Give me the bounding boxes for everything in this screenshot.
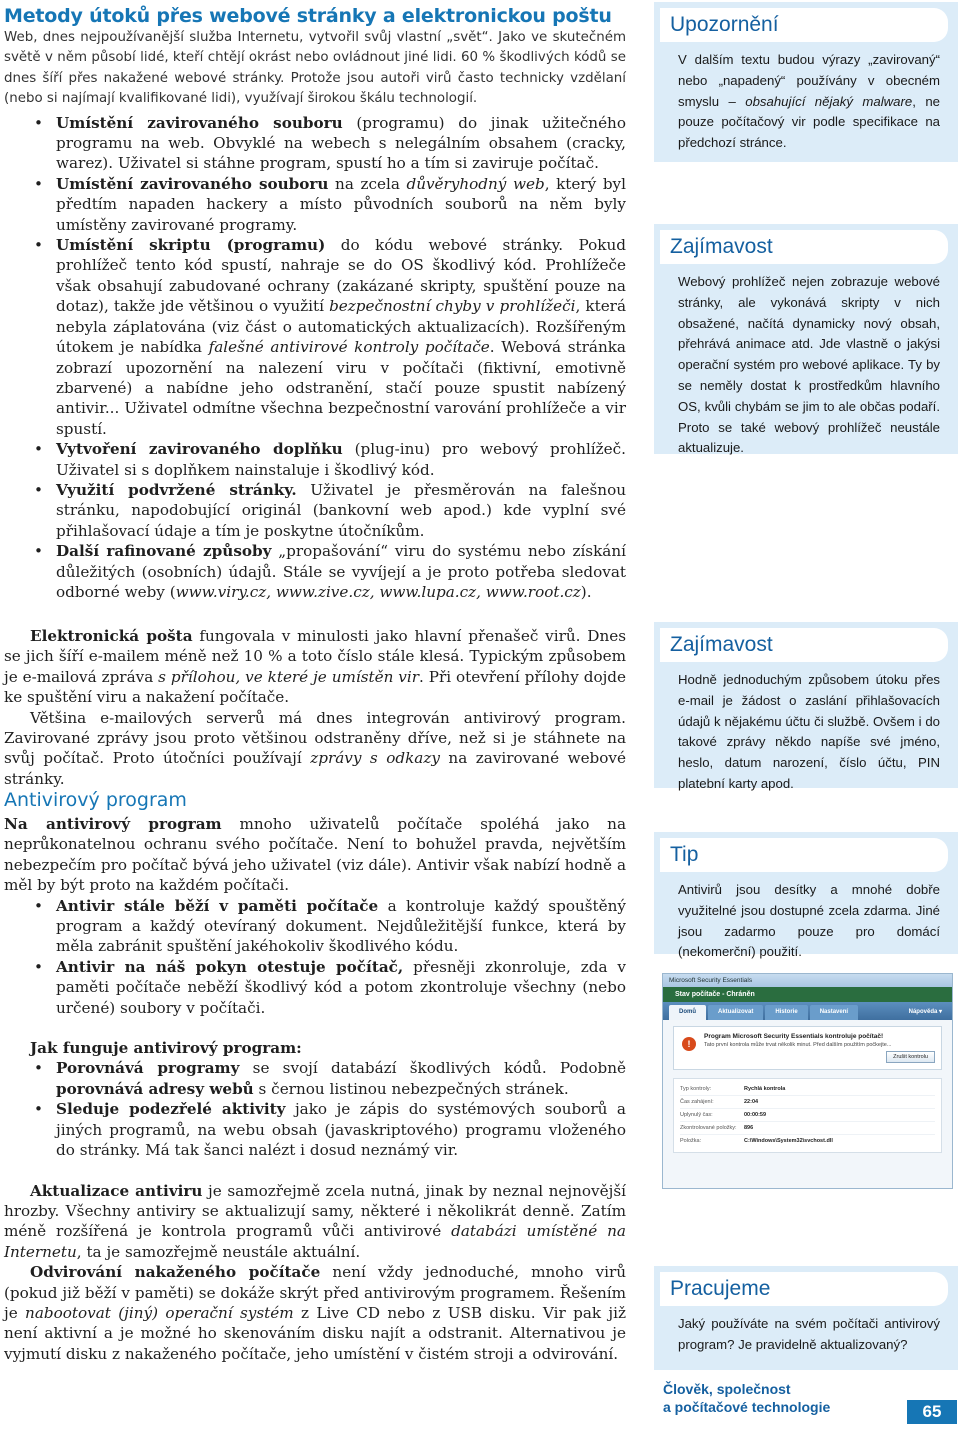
exercise-box xyxy=(654,1266,958,1370)
tab-settings[interactable]: Nastavení xyxy=(810,1005,858,1020)
section-lead: Web, dnes nejpoužívanější služba Internetu, vytvořil svůj vlastní „svět“. Jako ve skutečném světě v něm působí lidé, kteří chtějí okrást nebo ovládnout jiné lidi. 60 % škodlivých kódů se dnes šíří přes nakažené webové stránky. Protože jsou autoři virů často technicky vzdělaní (nebo si najímají kvalifikované lidi), využívají širokou škálu technologií. xyxy=(4,30,626,107)
tab-update[interactable]: Aktualizovat xyxy=(708,1005,763,1020)
list-item: • Vytvoření zavirovaného doplňku (plug-inu) pro webový prohlížeč. Uživatel si s doplňkem nainstaluje i škodlivý kód. xyxy=(4,439,626,480)
antivirus-screenshot xyxy=(662,973,953,1189)
how-antivirus-works-list xyxy=(4,1058,626,1160)
window-titlebar: Microsoft Security Essentials xyxy=(663,974,952,987)
email-paragraph-2: Většina e-mailových serverů má dnes integrován antivirový program. Zavirované zprávy jsou proto většinou odstraněny dříve, než si je stáhnete na svůj počítač. Proto útočníci používají zprávy s odkazy na zavirované webové stránky. xyxy=(4,708,626,788)
tab-history[interactable]: Historie xyxy=(765,1005,807,1020)
tab-home[interactable]: Domů xyxy=(669,1005,706,1020)
how-antivirus-works-heading: Jak funguje antivirový program: xyxy=(30,1039,302,1058)
cancel-scan-button[interactable]: Zrušit kontrolu xyxy=(886,1051,935,1063)
warning-box-text: V dalším textu budou výrazy „zavirovaný“ nebo „napadený“ používány v obecném smyslu – obsahující nějaký malware, ne pouze počítačový vir podle specifikace na předchozí stránce. xyxy=(678,52,940,151)
help-menu[interactable]: Nápověda ▾ xyxy=(908,1009,942,1015)
list-item: • Antivir stále běží v paměti počítače a kontroluje každý spouštěný program a každý otevíraný dokument. Nejdůležitější funkce, která by měla zabránit spuštění jakéhokoliv škodlivého kódu. xyxy=(4,896,626,957)
fact-box-title: Zajímavost xyxy=(660,230,948,264)
warning-box-title: Upozornění xyxy=(660,8,948,42)
table-row: Čas zahájení: 22:04 xyxy=(680,1096,935,1109)
antivirus-feature-list xyxy=(4,896,626,1018)
email-paragraph-1: Elektronická pošta fungovala v minulosti jako hlavní přenašeč virů. Dnes se jich šíří e-mailem méně než 10 % a toto číslo stále klesá. Typickým způsobem je e-mailová zpráva s přílohou, ve které je umístěn vir. Při otevření přílohy dojde ke spuštění viru a nakažení počítače. xyxy=(4,627,627,707)
scan-alert xyxy=(673,1026,942,1070)
scan-alert-title: Program Microsoft Security Essentials kontroluje počítač! xyxy=(704,1033,884,1040)
antivirus-update-paragraph: Aktualizace antiviru je samozřejmě zcela nutná, jinak by neznal nejnovější hrozby. Všechny antiviry se aktualizují samy, některé i několikrát denně. Zatím méně rozšířená je kontrola programů vůči antivirové databázi umístěné na Internetu, ta je samozřejmě neustále aktuální. xyxy=(4,1181,626,1261)
attack-method-list xyxy=(4,113,626,603)
scan-details xyxy=(673,1078,942,1153)
protection-status-bar: Stav počítače - Chráněn xyxy=(663,987,952,1002)
list-item: • Porovnává programy se svojí databází škodlivých kódů. Podobně porovnává adresy webů s černou listinou nebezpečných stránek. xyxy=(4,1058,626,1099)
tab-bar xyxy=(663,1002,952,1020)
list-item: • Umístění zavirovaného souboru (programu) do jinak užitečného programu na web. Obvyklé na webech s nelegálním obsahem (cracky, warez). Uživatel si stáhne program, spustí ho a tím si zaviruje počítač. xyxy=(4,113,626,174)
fact-box-browser xyxy=(654,224,958,454)
section-title: Metody útoků přes webové stránky a elektronickou poštu xyxy=(4,5,612,27)
tip-box-text: Antivirů jsou desítky a mnohé dobře využitelné jsou dostupné zcela zdarma. Jiné jsou zadarmo pouze pro domácí (nekomerční) použití. xyxy=(678,882,940,960)
table-row: Zkontrolované položky: 896 xyxy=(680,1122,935,1135)
fact-box-title: Zajímavost xyxy=(660,628,948,662)
table-row: Položka: C:\Windows\System32\svchost.dll xyxy=(680,1138,833,1144)
list-item: • Další rafinované způsoby „propašování“ viru do systému nebo získání důležitých (osobních) údajů. Stále se vyvíjejí a je proto potřeba sledovat odborné weby (www.viry.cz, www.zive.cz, www.lupa.cz, www.root.cz). xyxy=(4,541,626,602)
antivirus-heading: Antivirový program xyxy=(4,789,187,811)
section-web-attacks xyxy=(4,4,626,602)
scan-alert-text: Tato první kontrola může trvat několik minut. Před dalším použitím počkejte... xyxy=(704,1042,892,1048)
table-row: Typ kontroly: Rychlá kontrola xyxy=(680,1083,935,1096)
section-email xyxy=(4,626,626,789)
fact-box-text: Hodně jednoduchým způsobem útoku přes e-mail je žádost o zaslání přihlašovacích údajů k nějakému účtu či službě. Ovšem i do takové zprávy někdo napíše své jméno, heslo, datum narození, číslo účtu, PIN platební karty apod. xyxy=(678,672,940,791)
antivirus-intro: Na antivirový program mnoho uživatelů počítače spoléhá jako na neprůkonatelnou ochranu svého počítače. Není to bohužel pravda, největším nebezpečím pro počítač bývá jeho uživatel (viz dále). Antivir však nabízí hodně a měl by být proto na každém počítači. xyxy=(4,815,627,895)
disinfection-paragraph: Odvirování nakaženého počítače není vždy jednoduché, mnoho virů (pokud již běží v paměti) se dokáže skrýt před antivirovým programem. Řešením je nabootovat (jiný) operační systém z Live CD nebo z USB disku. Vir pak již není aktivní a je možné ho skenováním disku najít a odstranit. Alternativou je vyjmutí disku z nakaženého počítače, jeho umístění v čistém stroji a odvirování. xyxy=(4,1263,626,1363)
scan-panel xyxy=(663,1020,952,1189)
list-item: • Využití podvržené stránky. Uživatel je přesměrován na falešnou stránku, napodobující originál (bankovní web apod.) kde vyplní své přihlašovací údaje a tím je poskytne útočníkům. xyxy=(4,480,626,541)
warning-box xyxy=(654,2,958,162)
list-item: • Sleduje podezřelé aktivity jako je zápis do systémových souborů a jiných programů, na webu obsah (javaskriptového) programu vloženého do stránky. Má tak šanci nalézt i dosud neznámý vir. xyxy=(4,1099,626,1160)
list-item: • Umístění zavirovaného souboru na zcela důvěryhodný web, který byl předtím napaden hackery a místo původních souborů na něm byly umístěny zavirované programy. xyxy=(4,174,626,235)
tip-box-title: Tip xyxy=(660,838,948,872)
fact-box-text: Webový prohlížeč nejen zobrazuje webové stránky, ale vykonává skripty v nich obsažené, načítá dynamicky nový obsah, přehrává animace atd. Jde vlastně o jakýsi operační systém pro webové aplikace. Ty by se neměly dostat k prostředkům hlavního OS, kvůli chybám se jim to ale občas podaří. Proto se také webový prohlížeč neustále aktualizuje. xyxy=(678,274,940,456)
exercise-box-text: Jaký používáte na svém počítači antivirový program? Je pravidelně aktualizovaný? xyxy=(678,1316,940,1352)
exercise-box-title: Pracujeme xyxy=(660,1272,948,1306)
chapter-category: Člověk, společnost a počítačové technologie xyxy=(663,1381,831,1415)
page-number: 65 xyxy=(907,1400,957,1424)
fact-box-email xyxy=(654,622,958,791)
tip-box xyxy=(654,832,958,960)
warning-icon: ! xyxy=(682,1037,696,1051)
list-item: • Antivir na náš pokyn otestuje počítač, přesněji zkonroluje, zda v paměti počítače neběží škodlivý kód a potom zkontroluje všechny (nebo určené) soubory v počítači. xyxy=(4,957,626,1018)
table-row: Uplynulý čas: 00:00:59 xyxy=(680,1109,935,1122)
list-item: • Umístění skriptu (programu) do kódu webové stránky. Pokud prohlížeč tento kód spustí, nahraje se do OS škodlivý kód. Prohlížeče však obsahují zabudované ochrany (zakázané skripty, spuštění pouze na dotaz), takže jde většinou o využití bezpečnostní chyby v prohlížeči, která nebyla záplatována (viz část o automatických aktualizacích). Rozšířeným útokem je nabídka falešné antivirové kontroly počítače. Webová stránka zobrazí upozornění na nalezení viru v počítači (fiktivní, emotivně zbarvené) a nabídne jeho odstranění, stačí pouze spustit nabízený antivir... Uživatel odmítne všechna bezpečnostní varování prohlížeče a vir spustí. xyxy=(4,235,626,439)
section-antivirus xyxy=(4,788,626,1364)
